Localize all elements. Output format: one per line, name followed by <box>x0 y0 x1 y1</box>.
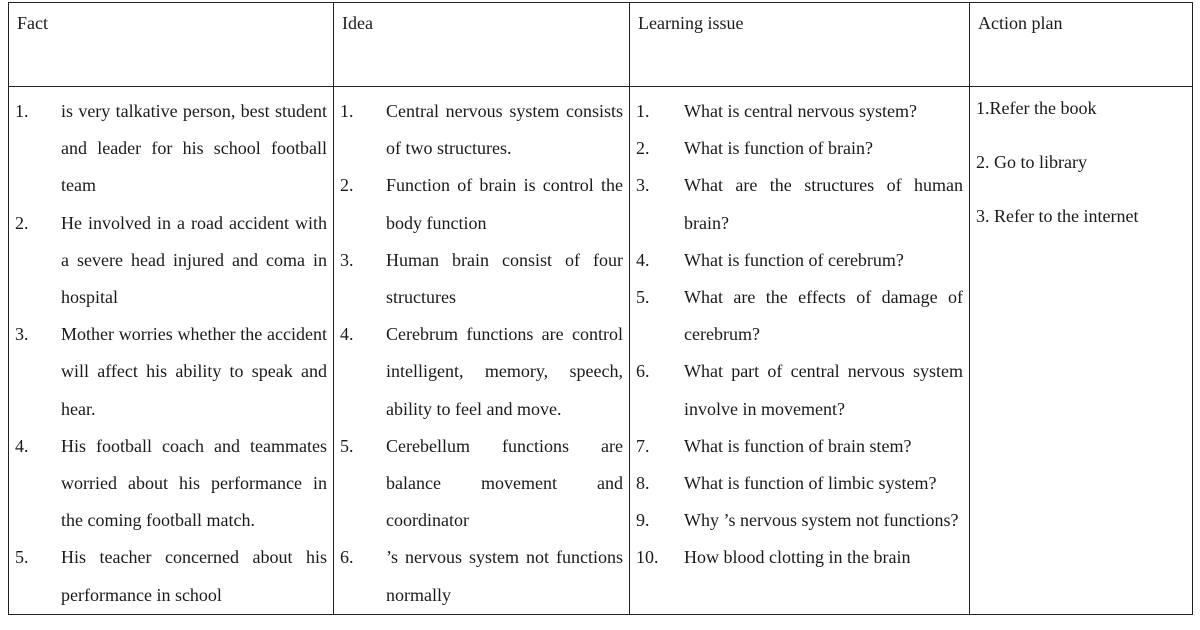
list-item <box>636 279 963 353</box>
item-text: Why ’s nervous system not functions? <box>684 510 959 531</box>
item-text: What is function of brain? <box>684 138 873 159</box>
list-item <box>636 539 963 576</box>
item-text: What is central nervous system? <box>684 101 917 121</box>
item-text: What is function of cerebrum? <box>684 249 904 270</box>
item-number: 10. <box>636 547 659 568</box>
list-item <box>15 316 327 428</box>
item-number: 2. <box>15 212 29 233</box>
item-text: What are the effects of damage of cerebrum? <box>684 287 963 345</box>
action-plan-item: 3. Refer to the internet <box>976 206 1139 226</box>
item-text: What is function of limbic system? <box>684 473 937 494</box>
item-text: What part of central nervous system involve in movement? <box>684 361 963 419</box>
item-text: Cerebrum functions are control intelligent, memory, speech, ability to feel and move. <box>386 324 623 419</box>
item-number: 1. <box>15 101 29 121</box>
item-text: Human brain consist of four structures <box>386 249 623 308</box>
learning-issue-cell <box>630 87 970 615</box>
item-number: 5. <box>340 435 354 456</box>
content-row <box>9 87 1193 615</box>
idea-list <box>340 93 623 614</box>
item-number: 7. <box>636 435 650 456</box>
item-text: He involved in a road accident with a severe head injured and coma in hospital <box>61 212 327 308</box>
item-text: Function of brain is control the body function <box>386 175 623 233</box>
list-item <box>636 465 963 502</box>
list-item <box>636 428 963 465</box>
list-item <box>340 93 623 167</box>
list-item <box>340 167 623 241</box>
item-number: 1. <box>636 101 650 121</box>
item-number: 3. <box>15 324 29 345</box>
action-plan-cell <box>970 87 1193 615</box>
item-number: 4. <box>636 249 650 270</box>
item-text: Central nervous system consists of two structures. <box>386 101 623 159</box>
list-item <box>340 316 623 428</box>
item-text: Mother worries whether the accident will affect his ability to speak and hear. <box>61 324 327 419</box>
item-number: 2. <box>340 175 354 196</box>
header-fact: Fact <box>9 3 334 87</box>
item-text: ’s nervous system not functions normally <box>386 547 623 605</box>
header-idea: Idea <box>334 3 630 87</box>
header-row <box>9 3 1193 87</box>
item-number: 2. <box>636 138 650 159</box>
list-item <box>340 242 623 316</box>
item-number: 6. <box>340 547 354 568</box>
header-learning-issue: Learning issue <box>630 3 970 87</box>
list-item <box>636 502 963 539</box>
list-item <box>636 93 963 130</box>
item-number: 9. <box>636 510 650 531</box>
item-number: 3. <box>636 175 650 196</box>
list-item <box>340 428 623 540</box>
item-text: What is function of brain stem? <box>684 435 912 456</box>
list-item <box>15 205 327 317</box>
list-item <box>636 353 963 427</box>
item-number: 5. <box>15 547 29 568</box>
pbl-table <box>8 2 1193 615</box>
item-number: 5. <box>636 287 650 308</box>
list-item <box>636 167 963 241</box>
item-number: 4. <box>340 324 354 345</box>
item-number: 3. <box>340 249 354 270</box>
item-number: 6. <box>636 361 650 382</box>
item-text: is very talkative person, best student and leader for his school football team <box>61 101 327 196</box>
fact-list <box>15 93 327 614</box>
header-action-plan: Action plan <box>970 3 1193 87</box>
list-item <box>636 242 963 279</box>
item-number: 8. <box>636 473 650 494</box>
action-plan-item: 1.Refer the book <box>976 98 1097 118</box>
list-item <box>15 428 327 540</box>
item-number: 1. <box>340 101 354 121</box>
idea-cell <box>334 87 630 615</box>
item-text: His teacher concerned about his performance in school <box>61 547 327 605</box>
item-number: 4. <box>15 435 29 456</box>
item-text: His football coach and teammates worried about his performance in the coming football match. <box>61 435 327 531</box>
list-item <box>340 539 623 613</box>
action-plan-item: 2. Go to library <box>976 152 1087 172</box>
list-item <box>15 539 327 613</box>
item-text: Cerebellum functions are balance movement and coordinator <box>386 435 623 531</box>
item-text: What are the structures of human brain? <box>684 175 963 233</box>
list-item <box>636 130 963 167</box>
fact-cell <box>9 87 334 615</box>
learning-issue-list <box>636 93 963 577</box>
list-item <box>15 93 327 205</box>
item-text: How blood clotting in the brain <box>684 547 911 568</box>
